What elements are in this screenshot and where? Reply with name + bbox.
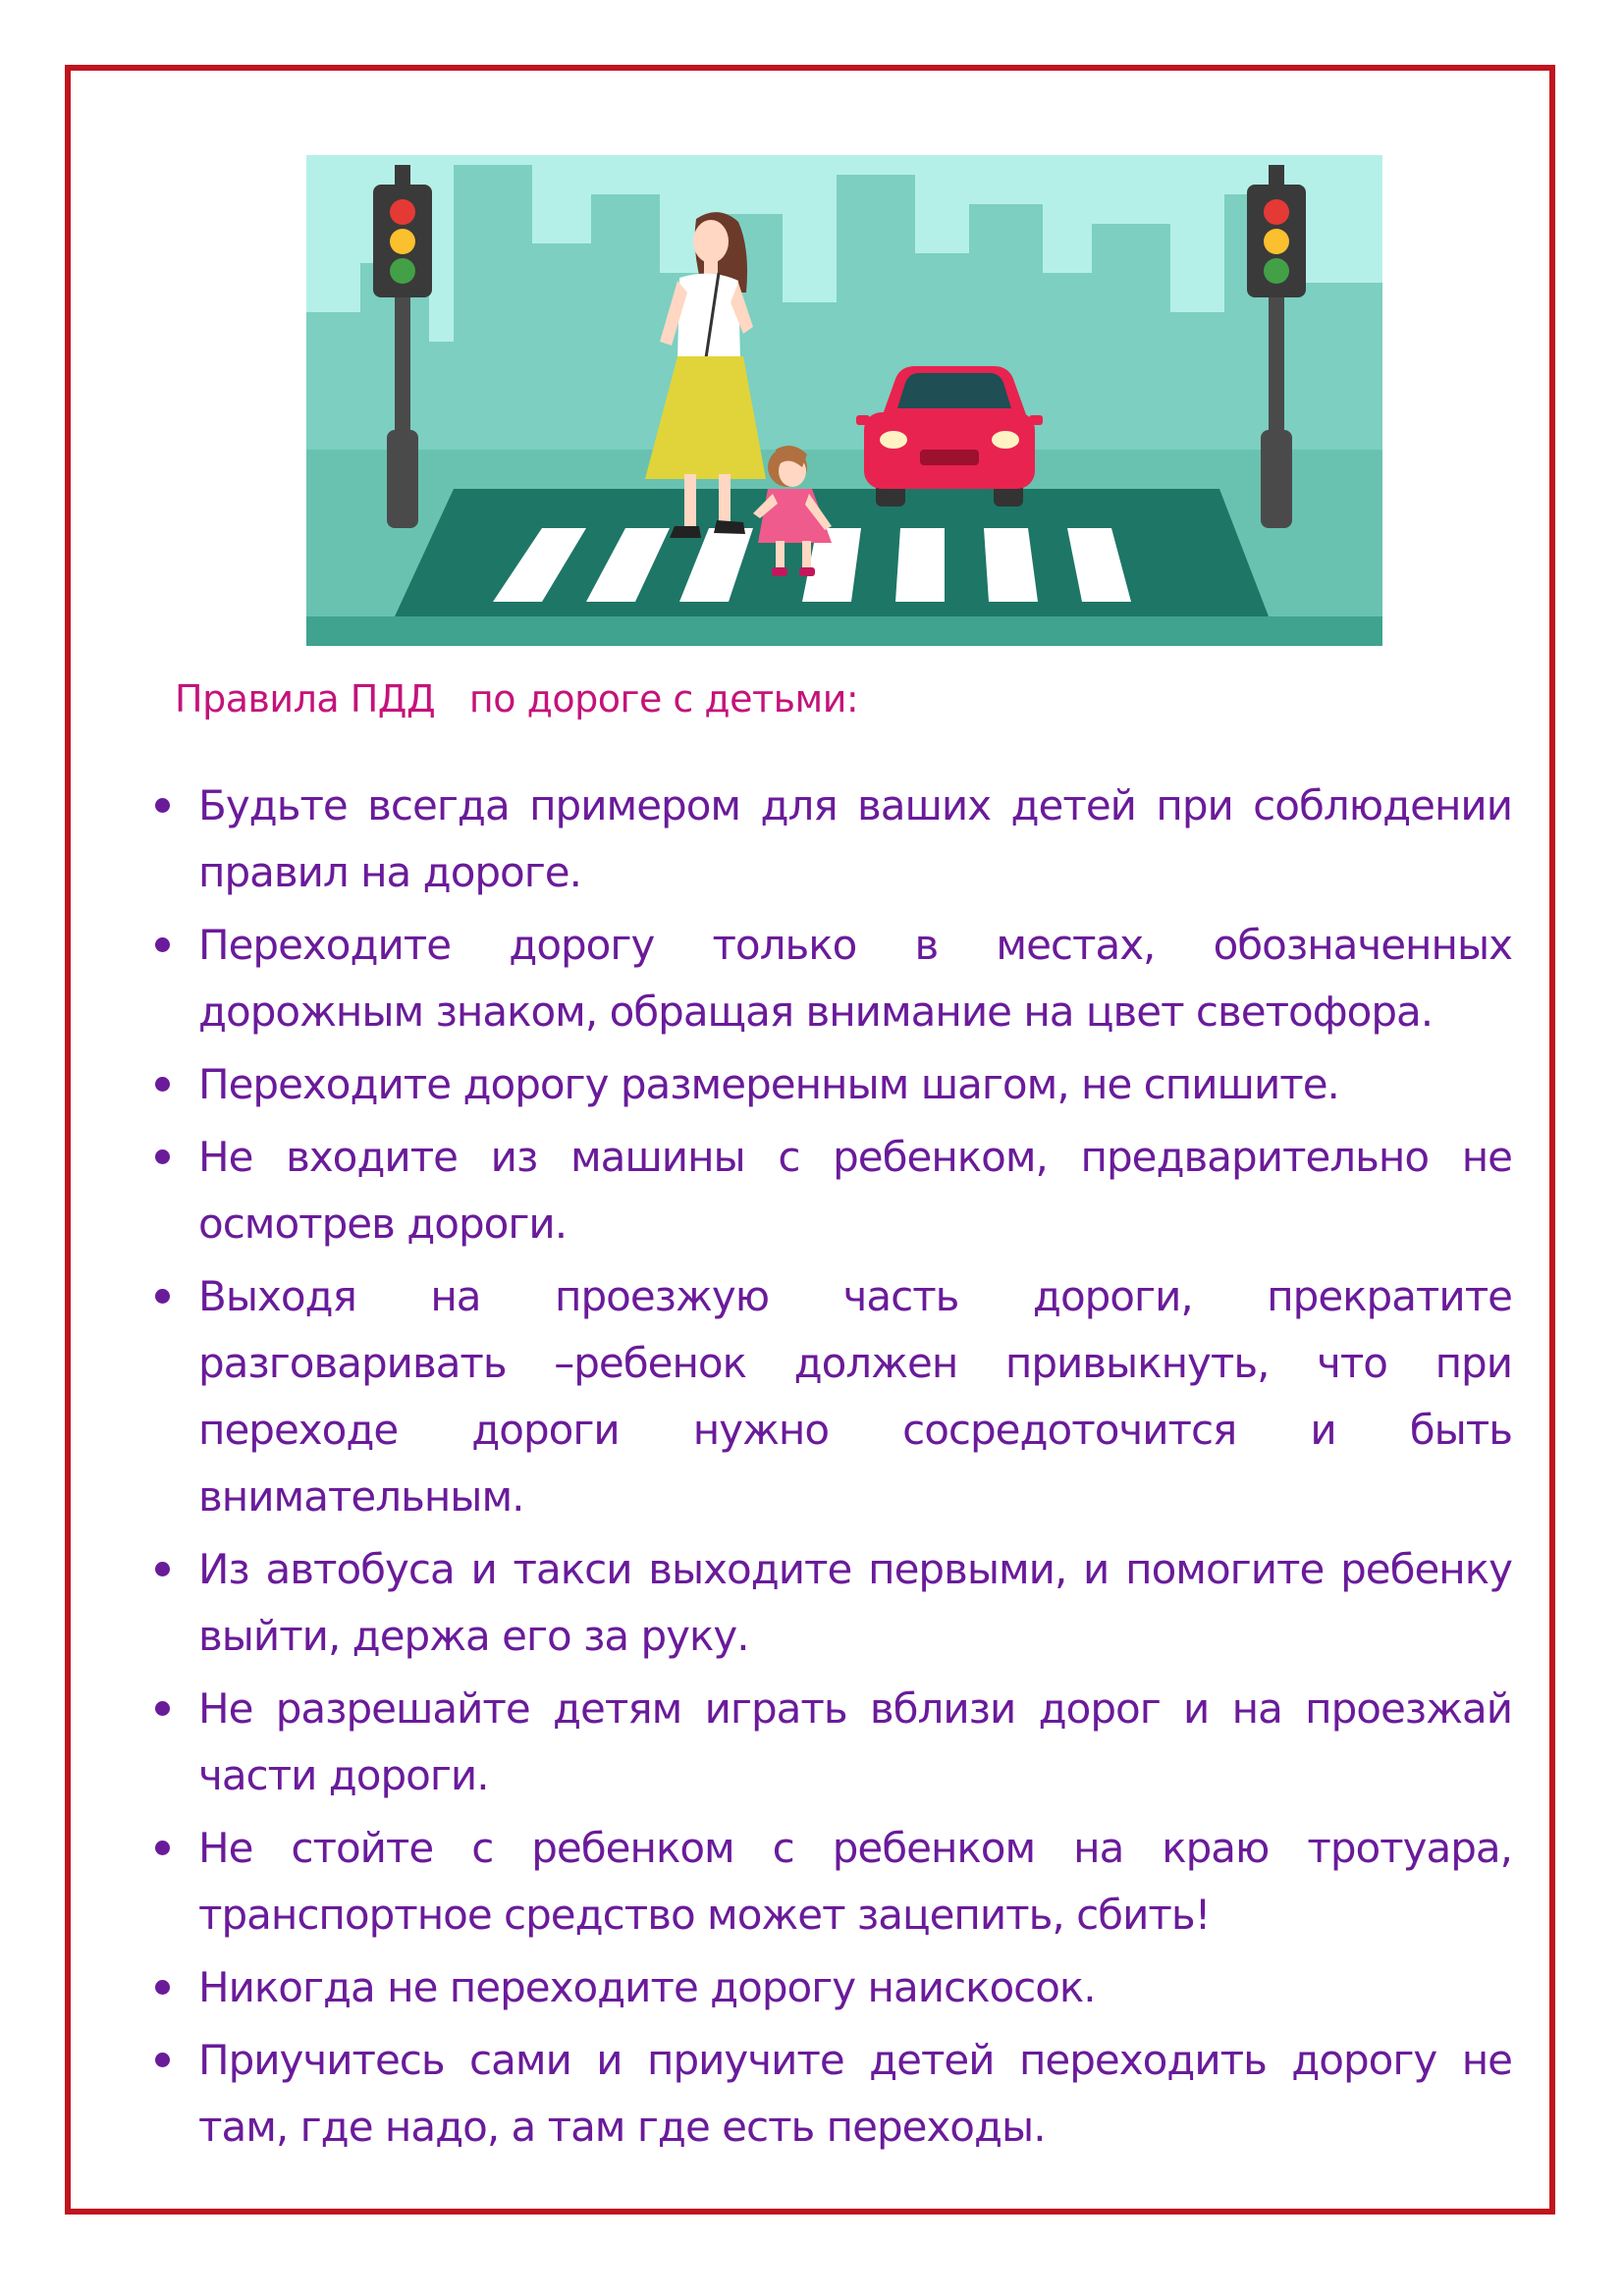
pedestrian-crossing-illustration bbox=[306, 155, 1382, 646]
rule-item bbox=[147, 1954, 1512, 2021]
bullet-icon bbox=[155, 937, 170, 952]
rule-item bbox=[147, 1124, 1512, 1257]
bullet-icon bbox=[155, 1701, 170, 1716]
rule-text: Будьте всегда примером для ваших детей при соблюдении правил на дороге. bbox=[198, 781, 1512, 896]
rule-item bbox=[147, 2027, 1512, 2161]
bullet-icon bbox=[155, 1077, 170, 1092]
rule-item bbox=[147, 1536, 1512, 1670]
rule-text: Не разрешайте детям играть вблизи дорог и на проезжай части дороги. bbox=[198, 1684, 1512, 1799]
rule-text: Выходя на проезжую часть дороги, прекратите разговаривать –ребенок должен привыкнуть, что при переходе дороги нужно сосредоточится и быть внимательным. bbox=[198, 1272, 1512, 1521]
rule-item bbox=[147, 1263, 1512, 1530]
rules-list bbox=[147, 773, 1512, 2166]
rule-text: Переходите дорогу только в местах, обозначенных дорожным знаком, обращая внимание на цвет светофора. bbox=[198, 921, 1512, 1036]
rule-item bbox=[147, 912, 1512, 1045]
bullet-icon bbox=[155, 1980, 170, 1995]
bullet-icon bbox=[155, 1841, 170, 1855]
rule-item bbox=[147, 773, 1512, 906]
rule-text: Никогда не переходите дорогу наискосок. bbox=[198, 1963, 1096, 2011]
bullet-icon bbox=[155, 2053, 170, 2067]
rule-item bbox=[147, 1815, 1512, 1949]
rule-item bbox=[147, 1676, 1512, 1809]
bullet-icon bbox=[155, 1149, 170, 1164]
rule-text: Переходите дорогу размеренным шагом, не спишите. bbox=[198, 1060, 1339, 1108]
bullet-icon bbox=[155, 1289, 170, 1304]
rule-text: Из автобуса и такси выходите первыми, и помогите ребенку выйти, держа его за руку. bbox=[198, 1545, 1512, 1660]
rule-text: Не входите из машины с ребенком, предварительно не осмотрев дороги. bbox=[198, 1133, 1512, 1248]
bullet-icon bbox=[155, 1562, 170, 1576]
rule-text: Приучитесь сами и приучите детей переходить дорогу не там, где надо, а там где есть переходы. bbox=[198, 2036, 1512, 2151]
rule-text: Не стойте с ребенком с ребенком на краю тротуара, транспортное средство может зацепить, сбить! bbox=[198, 1824, 1512, 1939]
page-title: Правила ПДД по дороге с детьми: bbox=[175, 677, 859, 721]
bullet-icon bbox=[155, 798, 170, 813]
rule-item bbox=[147, 1051, 1512, 1118]
